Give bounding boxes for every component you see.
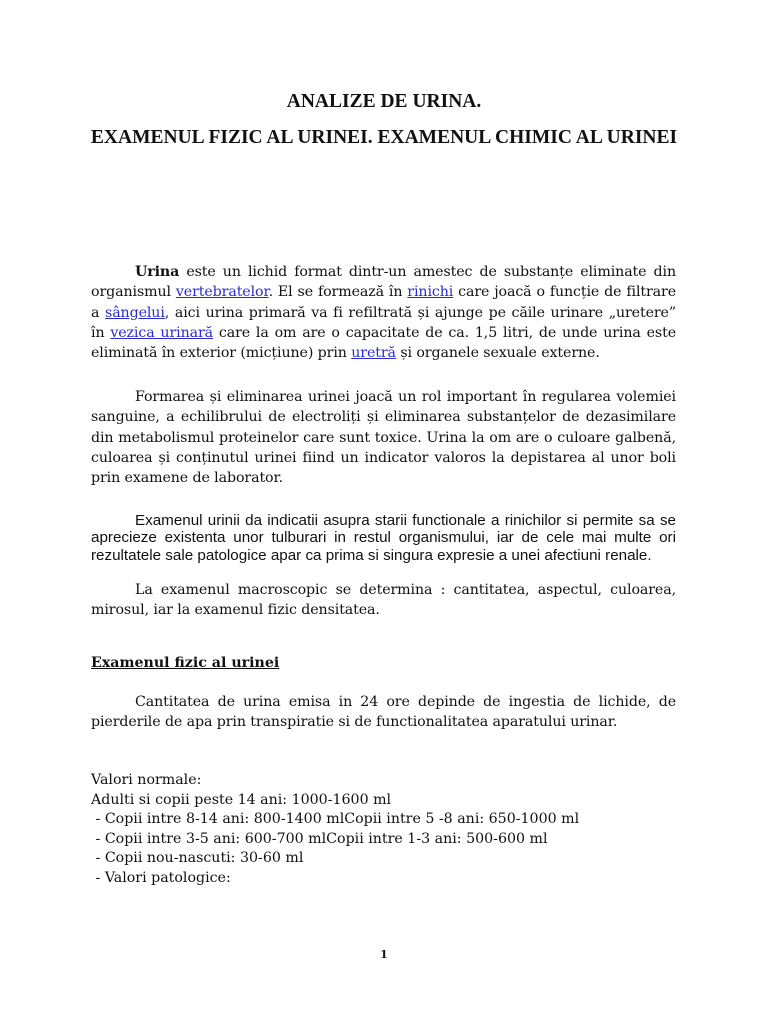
link-sangelui[interactable]: sângelui xyxy=(105,304,165,321)
list-item: Adulti si copii peste 14 ani: 1000-1600 ml xyxy=(91,791,392,808)
term-urina: Urina xyxy=(135,264,180,280)
list-item: - Copii intre 3-5 ani: 600-700 mlCopii intre 1-3 ani: 500-600 ml xyxy=(91,830,548,847)
link-uretra[interactable]: uretră xyxy=(351,345,396,362)
paragraph-examenul-urinii: Examenul urinii da indicatii asupra starii functionale a rinichilor si permite sa se aprecieze existenta unor tulburari in restul organismului, iar de cele mai multe ori rezultatele sale patologice apar ca prima si singura expresie a unei afectiuni renale. xyxy=(91,512,676,564)
list-item: - Valori patologice: xyxy=(91,869,231,886)
list-item: - Copii intre 8-14 ani: 800-1400 mlCopii intre 5 -8 ani: 650-1000 ml xyxy=(91,811,580,827)
paragraph-urina-definition: Urina este un lichid format dintr-un amestec de substanțe eliminate din organismul vertebratelor. El se formează în rinichi care joacă o funcție de filtrare a sângelui, aici urina primară va fi refiltrată și ajunge pe căile urinare „uretere” în vezica urinară care la om are o capacitate de ca. 1,5 litri, de unde urina este eliminată în exterior (micțiune) prin uretră și organele sexuale externe. xyxy=(91,264,676,362)
list-item: Valori normale: xyxy=(91,772,202,788)
document-title: ANALIZE DE URINA. xyxy=(286,91,482,112)
page-number: 1 xyxy=(380,948,388,961)
values-list xyxy=(91,771,579,888)
link-vertebratelor[interactable]: vertebratelor xyxy=(175,284,269,301)
paragraph-formarea: Formarea și eliminarea urinei joacă un rol important în regularea volemiei sanguine, a echilibrului de electroliți și eliminarea substanțelor de dezasimilare din metabolismul proteinelor care sunt toxice. Urina la om are o culoare galbenă, culoarea și conținutul urinei fiind un indicator valoros la depistarea al unor boli prin examene de laborator. xyxy=(91,389,676,487)
link-vezica-urinara[interactable]: vezica urinară xyxy=(110,324,214,341)
list-item: - Copii nou-nascuti: 30-60 ml xyxy=(91,850,304,866)
document-subtitle: EXAMENUL FIZIC AL URINEI. EXAMENUL CHIMIC AL URINEI xyxy=(90,127,678,148)
link-rinichi[interactable]: rinichi xyxy=(407,284,454,301)
paragraph-examenul-macroscopic: La examenul macroscopic se determina : cantitatea, aspectul, culoarea, mirosul, iar la examenul fizic densitatea. xyxy=(91,582,676,619)
section-heading: Examenul fizic al urinei xyxy=(91,655,280,671)
paragraph-cantitatea: Cantitatea de urina emisa in 24 ore depinde de ingestia de lichide, de pierderile de apa prin transpiratie si de functionalitatea aparatului urinar. xyxy=(91,694,676,731)
